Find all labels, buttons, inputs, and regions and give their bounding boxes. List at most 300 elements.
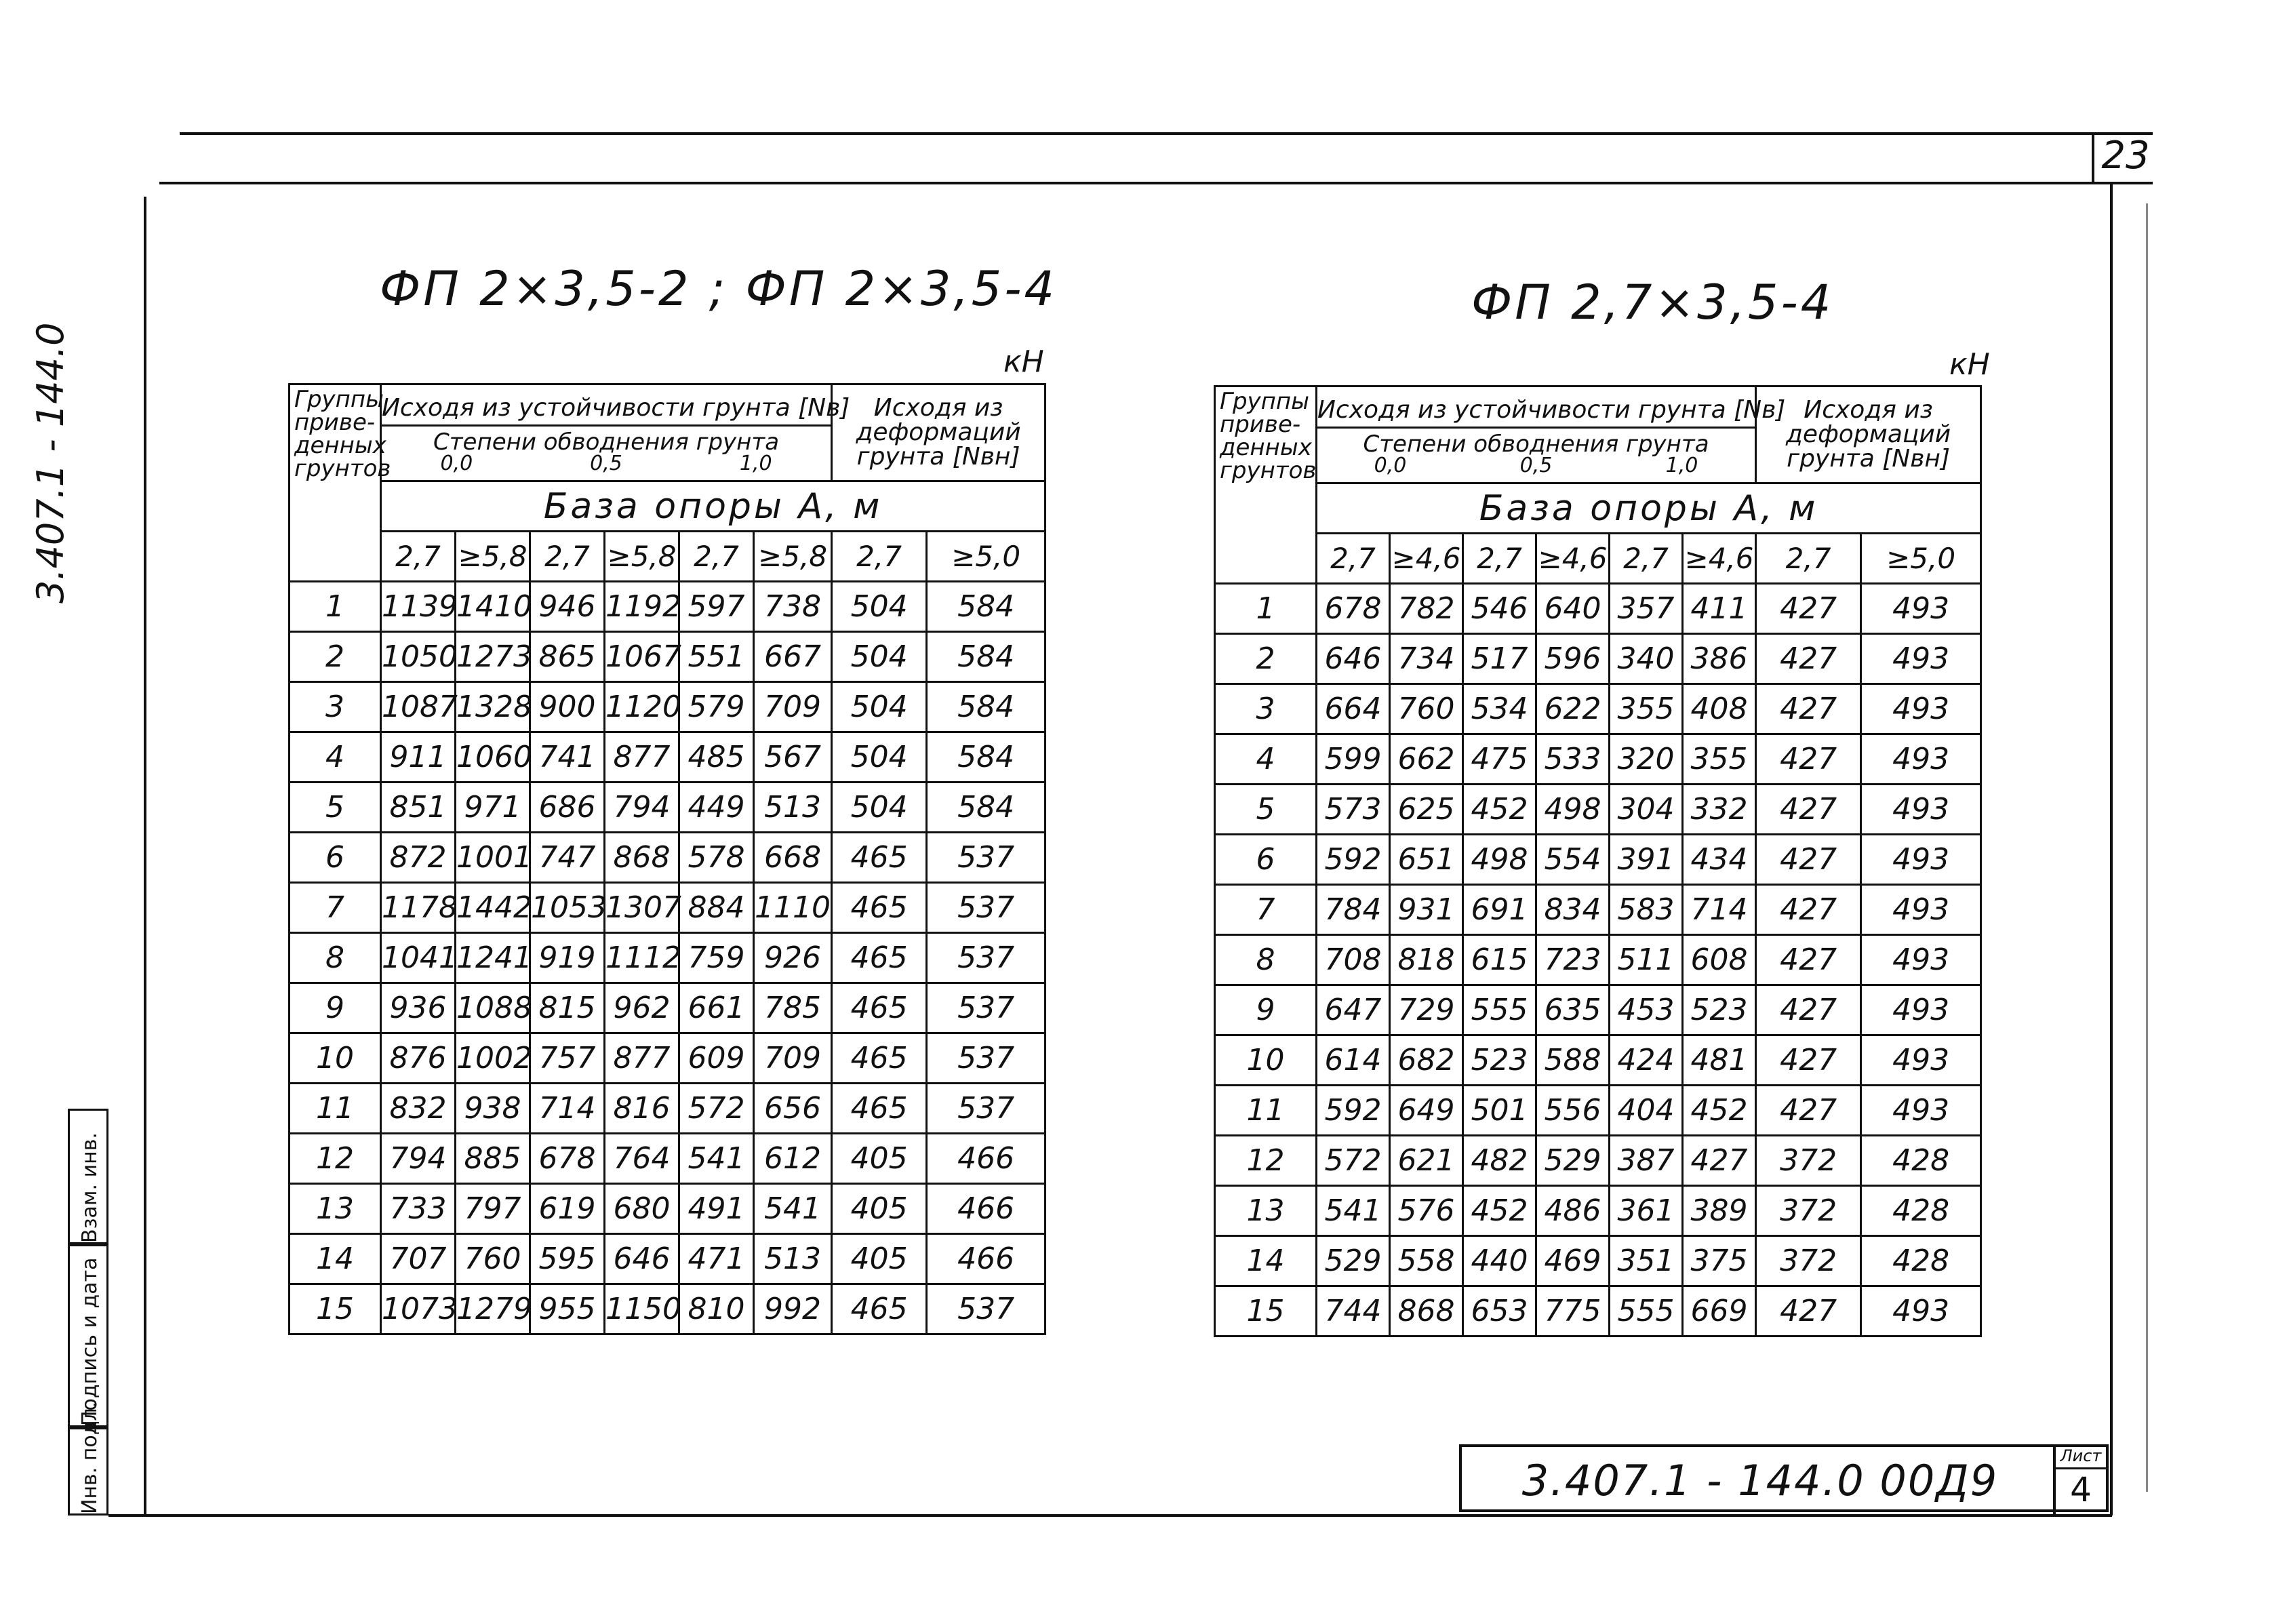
table-title-right: ФП 2,7×3,5-4 (1471, 275, 1834, 330)
load-value: 452 (1683, 1086, 1756, 1136)
group-number: 8 (1215, 935, 1317, 985)
load-value: 523 (1463, 1035, 1536, 1086)
load-value: 428 (1861, 1136, 1981, 1186)
load-value: 372 (1756, 1186, 1861, 1236)
load-value: 469 (1536, 1236, 1610, 1286)
load-value: 404 (1610, 1086, 1683, 1136)
load-value: 411 (1683, 584, 1756, 634)
table-row (1215, 734, 1981, 785)
load-value: 498 (1463, 835, 1536, 885)
table-row (1215, 584, 1981, 634)
sheet-number: 4 (2070, 1470, 2092, 1509)
table-body-right (1215, 584, 1981, 1336)
load-value: 612 (754, 1134, 832, 1184)
load-value: 405 (832, 1134, 927, 1184)
load-value: 946 (530, 582, 605, 632)
load-value: 537 (927, 1284, 1046, 1334)
load-value: 537 (927, 933, 1046, 983)
page-number-divider (2092, 132, 2094, 183)
load-value: 733 (381, 1184, 456, 1234)
load-value: 493 (1861, 1286, 1981, 1336)
load-value: 834 (1536, 885, 1610, 935)
load-value: 493 (1861, 985, 1981, 1035)
load-value: 482 (1463, 1136, 1536, 1186)
table-row (1215, 1136, 1981, 1186)
load-value: 1178 (381, 883, 456, 933)
load-value: 747 (530, 833, 605, 883)
group-number: 9 (1215, 985, 1317, 1035)
load-value: 537 (927, 833, 1046, 883)
load-value: 647 (1317, 985, 1390, 1035)
group-number: 6 (1215, 835, 1317, 885)
load-value: 504 (832, 682, 927, 732)
load-value: 493 (1861, 1086, 1981, 1136)
load-value: 865 (530, 632, 605, 682)
load-value: 427 (1756, 885, 1861, 935)
load-value: 534 (1463, 684, 1536, 734)
load-value: 651 (1390, 835, 1463, 885)
table-row (290, 1284, 1046, 1334)
load-value: 714 (1683, 885, 1756, 935)
column-header: 2,7 (1463, 534, 1536, 584)
load-value: 797 (456, 1184, 530, 1234)
column-header: ≥4,6 (1390, 534, 1463, 584)
column-header: 2,7 (530, 532, 605, 582)
load-value: 504 (832, 732, 927, 783)
group-number: 5 (290, 783, 381, 833)
load-value: 1150 (605, 1284, 679, 1334)
load-value: 678 (530, 1134, 605, 1184)
load-value: 304 (1610, 785, 1683, 835)
load-value: 635 (1536, 985, 1610, 1035)
load-value: 596 (1536, 634, 1610, 684)
load-value: 465 (832, 1033, 927, 1084)
load-value: 391 (1610, 835, 1683, 885)
load-value: 493 (1861, 885, 1981, 935)
deformation-header: Исходя из деформаций грунта [Nвн] (832, 384, 1046, 481)
load-value: 919 (530, 933, 605, 983)
load-value: 427 (1756, 935, 1861, 985)
load-value: 646 (605, 1234, 679, 1284)
load-value: 649 (1390, 1086, 1463, 1136)
load-value: 541 (1317, 1186, 1390, 1236)
group-number: 15 (290, 1284, 381, 1334)
load-value: 584 (927, 682, 1046, 732)
column-header: 2,7 (832, 532, 927, 582)
load-value: 387 (1610, 1136, 1683, 1186)
load-value: 408 (1683, 684, 1756, 734)
load-value: 493 (1861, 584, 1981, 634)
load-value: 962 (605, 983, 679, 1033)
column-header: ≥5,0 (1861, 534, 1981, 584)
load-value: 572 (1317, 1136, 1390, 1186)
group-number: 7 (290, 883, 381, 933)
load-value: 691 (1463, 885, 1536, 935)
load-value: 513 (754, 1234, 832, 1284)
load-value: 1279 (456, 1284, 530, 1334)
groups-header: Группы приве-денных грунтов (290, 384, 381, 582)
stamp-cell-replacement (68, 1109, 108, 1244)
group-number: 4 (1215, 734, 1317, 785)
load-value: 608 (1683, 935, 1756, 985)
table-row (1215, 1186, 1981, 1236)
load-value: 453 (1610, 985, 1683, 1035)
load-value: 493 (1861, 935, 1981, 985)
load-value: 567 (754, 732, 832, 783)
load-value: 541 (679, 1134, 754, 1184)
load-value: 936 (381, 983, 456, 1033)
load-value: 355 (1610, 684, 1683, 734)
load-value: 485 (679, 732, 754, 783)
table-row (1215, 885, 1981, 935)
stability-label: Исходя из устойчивости грунта [Nв] (382, 392, 831, 427)
load-value: 669 (1683, 1286, 1756, 1336)
load-value: 428 (1861, 1236, 1981, 1286)
deformation-header: Исходя из деформаций грунта [Nвн] (1756, 387, 1981, 483)
load-value: 744 (1317, 1286, 1390, 1336)
table-row (290, 632, 1046, 682)
load-value: 877 (605, 732, 679, 783)
unit-label-right: кН (1949, 347, 1990, 382)
title-block (1459, 1444, 2109, 1512)
degree-values (382, 451, 831, 475)
load-value: 595 (530, 1234, 605, 1284)
load-value: 615 (1463, 935, 1536, 985)
load-value: 405 (832, 1234, 927, 1284)
load-value: 493 (1861, 734, 1981, 785)
table-row (290, 582, 1046, 632)
column-header: 2,7 (1610, 534, 1683, 584)
table-row (290, 732, 1046, 783)
load-value: 682 (1390, 1035, 1463, 1086)
load-value: 523 (1683, 985, 1756, 1035)
column-header: 2,7 (1317, 534, 1390, 584)
load-value: 1442 (456, 883, 530, 933)
load-value: 1088 (456, 983, 530, 1033)
load-value: 449 (679, 783, 754, 833)
load-value: 533 (1536, 734, 1610, 785)
group-number: 2 (290, 632, 381, 682)
load-value: 452 (1463, 785, 1536, 835)
load-value: 625 (1390, 785, 1463, 835)
load-value: 537 (927, 983, 1046, 1033)
load-value: 992 (754, 1284, 832, 1334)
stamp-text: Подпись и дата (78, 1257, 102, 1426)
load-value: 1053 (530, 883, 605, 933)
load-value: 556 (1536, 1086, 1610, 1136)
load-table-right (1214, 385, 1982, 1337)
group-number: 2 (1215, 634, 1317, 684)
table-row (1215, 935, 1981, 985)
degree-value: 1,0 (1665, 453, 1698, 477)
load-value: 340 (1610, 634, 1683, 684)
load-value: 504 (832, 632, 927, 682)
load-value: 621 (1390, 1136, 1463, 1186)
load-value: 597 (679, 582, 754, 632)
load-value: 427 (1756, 634, 1861, 684)
load-value: 466 (927, 1234, 1046, 1284)
group-number: 11 (290, 1084, 381, 1134)
load-value: 794 (381, 1134, 456, 1184)
load-value: 537 (927, 1084, 1046, 1134)
load-value: 1120 (605, 682, 679, 732)
degree-value: 1,0 (739, 451, 772, 475)
load-value: 757 (530, 1033, 605, 1084)
page-number: 23 (2101, 134, 2150, 178)
load-value: 1410 (456, 582, 530, 632)
load-value: 558 (1390, 1236, 1463, 1286)
load-value: 588 (1536, 1035, 1610, 1086)
degree-label: Степени обводнения грунта (1363, 430, 1709, 458)
load-value: 707 (381, 1234, 456, 1284)
group-number: 13 (290, 1184, 381, 1234)
stamp-cell-signature (68, 1244, 108, 1427)
table-body-left (290, 582, 1046, 1334)
load-value: 427 (1756, 835, 1861, 885)
load-value: 440 (1463, 1236, 1536, 1286)
load-value: 517 (1463, 634, 1536, 684)
load-value: 1110 (754, 883, 832, 933)
load-value: 493 (1861, 1035, 1981, 1086)
load-value: 486 (1536, 1186, 1610, 1236)
load-value: 868 (605, 833, 679, 883)
load-value: 653 (1463, 1286, 1536, 1336)
load-value: 372 (1756, 1236, 1861, 1286)
load-value: 466 (927, 1184, 1046, 1234)
load-value: 537 (927, 1033, 1046, 1084)
group-number: 12 (290, 1134, 381, 1184)
load-value: 578 (679, 833, 754, 883)
load-value: 794 (605, 783, 679, 833)
degree-value: 0,5 (590, 451, 622, 475)
table-row (1215, 684, 1981, 734)
load-value: 372 (1756, 1136, 1861, 1186)
load-value: 876 (381, 1033, 456, 1084)
load-value: 555 (1463, 985, 1536, 1035)
load-value: 816 (605, 1084, 679, 1134)
load-value: 427 (1756, 1086, 1861, 1136)
load-value: 434 (1683, 835, 1756, 885)
load-value: 785 (754, 983, 832, 1033)
column-header: ≥5,0 (927, 532, 1046, 582)
table-row (290, 682, 1046, 732)
load-value: 592 (1317, 1086, 1390, 1136)
group-number: 11 (1215, 1086, 1317, 1136)
document-code: 3.407.1 - 144.0 00Д9 (1521, 1456, 1999, 1505)
column-header: 2,7 (679, 532, 754, 582)
stamp-text: Инв. подл. (78, 1401, 102, 1514)
load-value: 640 (1536, 584, 1610, 634)
group-number: 1 (290, 582, 381, 632)
load-value: 427 (1756, 584, 1861, 634)
groups-header: Группы приве-денных грунтов (1215, 387, 1317, 584)
load-value: 714 (530, 1084, 605, 1134)
sheet-box (2053, 1444, 2106, 1515)
sheet-label: Лист (2056, 1444, 2106, 1469)
load-value: 511 (1610, 935, 1683, 985)
load-value: 1001 (456, 833, 530, 883)
group-number: 6 (290, 833, 381, 883)
group-number: 9 (290, 983, 381, 1033)
load-value: 529 (1317, 1236, 1390, 1286)
load-value: 760 (456, 1234, 530, 1284)
load-value: 427 (1756, 1035, 1861, 1086)
load-value: 851 (381, 783, 456, 833)
table-row (1215, 1035, 1981, 1086)
load-value: 708 (1317, 935, 1390, 985)
group-number: 12 (1215, 1136, 1317, 1186)
load-value: 465 (832, 1084, 927, 1134)
column-header: ≥5,8 (754, 532, 832, 582)
load-value: 661 (679, 983, 754, 1033)
column-header: 2,7 (381, 532, 456, 582)
degree-value: 0,0 (1374, 453, 1407, 477)
load-value: 1192 (605, 582, 679, 632)
load-value: 465 (832, 833, 927, 883)
load-value: 481 (1683, 1035, 1756, 1086)
load-value: 668 (754, 833, 832, 883)
load-value: 583 (1610, 885, 1683, 935)
stability-header (1317, 387, 1786, 483)
load-value: 723 (1536, 935, 1610, 985)
load-value: 646 (1317, 634, 1390, 684)
load-value: 877 (605, 1033, 679, 1084)
degree-value: 0,0 (440, 451, 473, 475)
stability-header (381, 384, 850, 481)
table-row (1215, 1286, 1981, 1336)
column-header: ≥5,8 (605, 532, 679, 582)
group-number: 14 (290, 1234, 381, 1284)
load-value: 885 (456, 1134, 530, 1184)
load-value: 424 (1610, 1035, 1683, 1086)
column-header: ≥4,6 (1536, 534, 1610, 584)
load-value: 872 (381, 833, 456, 883)
load-value: 1139 (381, 582, 456, 632)
load-value: 741 (530, 732, 605, 783)
load-value: 686 (530, 783, 605, 833)
load-value: 1241 (456, 933, 530, 983)
group-number: 13 (1215, 1186, 1317, 1236)
table-row (290, 1184, 1046, 1234)
load-value: 584 (927, 582, 1046, 632)
frame-right (2110, 183, 2113, 1516)
group-number: 15 (1215, 1286, 1317, 1336)
load-value: 868 (1390, 1286, 1463, 1336)
load-value: 678 (1317, 584, 1390, 634)
group-number: 3 (1215, 684, 1317, 734)
load-value: 884 (679, 883, 754, 933)
table-row (290, 783, 1046, 833)
load-value: 1041 (381, 933, 456, 983)
degree-label: Степени обводнения грунта (433, 428, 780, 456)
load-value: 466 (927, 1134, 1046, 1184)
load-value: 709 (754, 1033, 832, 1084)
load-value: 810 (679, 1284, 754, 1334)
degree-values (1317, 453, 1755, 477)
frame-top (159, 182, 2153, 184)
load-value: 609 (679, 1033, 754, 1084)
load-value: 832 (381, 1084, 456, 1134)
load-value: 1050 (381, 632, 456, 682)
load-value: 471 (679, 1234, 754, 1284)
table-row (290, 883, 1046, 933)
load-value: 386 (1683, 634, 1756, 684)
load-value: 911 (381, 732, 456, 783)
group-number: 10 (1215, 1035, 1317, 1086)
load-value: 428 (1861, 1186, 1981, 1236)
group-number: 8 (290, 933, 381, 983)
base-header: База опоры А, м (381, 481, 1046, 532)
degree-value: 0,5 (1519, 453, 1553, 477)
load-value: 656 (754, 1084, 832, 1134)
inventory-stamp (68, 1109, 142, 1516)
load-value: 405 (832, 1184, 927, 1234)
load-value: 764 (605, 1134, 679, 1184)
load-value: 537 (927, 883, 1046, 933)
load-value: 614 (1317, 1035, 1390, 1086)
load-value: 332 (1683, 785, 1756, 835)
load-value: 1060 (456, 732, 530, 783)
load-value: 680 (605, 1184, 679, 1234)
load-value: 667 (754, 632, 832, 682)
load-value: 351 (1610, 1236, 1683, 1286)
side-document-code: 3.407.1 - 144.0 (29, 322, 72, 603)
load-value: 971 (456, 783, 530, 833)
load-value: 504 (832, 582, 927, 632)
load-value: 775 (1536, 1286, 1610, 1336)
load-value: 734 (1390, 634, 1463, 684)
load-table-left (288, 383, 1046, 1335)
load-value: 320 (1610, 734, 1683, 785)
load-value: 709 (754, 682, 832, 732)
load-value: 584 (927, 783, 1046, 833)
group-number: 4 (290, 732, 381, 783)
load-value: 498 (1536, 785, 1610, 835)
column-header: ≥4,6 (1683, 534, 1756, 584)
table-row (1215, 634, 1981, 684)
load-value: 1087 (381, 682, 456, 732)
load-value: 491 (679, 1184, 754, 1234)
group-number: 7 (1215, 885, 1317, 935)
stamp-cell-inventory (68, 1401, 108, 1516)
table-row (1215, 835, 1981, 885)
load-value: 938 (456, 1084, 530, 1134)
table-row (290, 1033, 1046, 1084)
stability-label: Исходя из устойчивости грунта [Nв] (1317, 394, 1755, 429)
load-value: 592 (1317, 835, 1390, 885)
load-value: 493 (1861, 634, 1981, 684)
load-value: 529 (1536, 1136, 1610, 1186)
load-value: 427 (1683, 1136, 1756, 1186)
column-header: 2,7 (1756, 534, 1861, 584)
load-value: 555 (1610, 1286, 1683, 1336)
load-value: 427 (1756, 1286, 1861, 1336)
load-value: 1002 (456, 1033, 530, 1084)
group-number: 14 (1215, 1236, 1317, 1286)
load-value: 1328 (456, 682, 530, 732)
load-value: 955 (530, 1284, 605, 1334)
group-number: 1 (1215, 584, 1317, 634)
load-value: 815 (530, 983, 605, 1033)
load-value: 622 (1536, 684, 1610, 734)
load-value: 465 (832, 1284, 927, 1334)
load-value: 465 (832, 933, 927, 983)
load-value: 427 (1756, 985, 1861, 1035)
load-value: 782 (1390, 584, 1463, 634)
load-value: 1073 (381, 1284, 456, 1334)
load-value: 572 (679, 1084, 754, 1134)
table-row (290, 1084, 1046, 1134)
